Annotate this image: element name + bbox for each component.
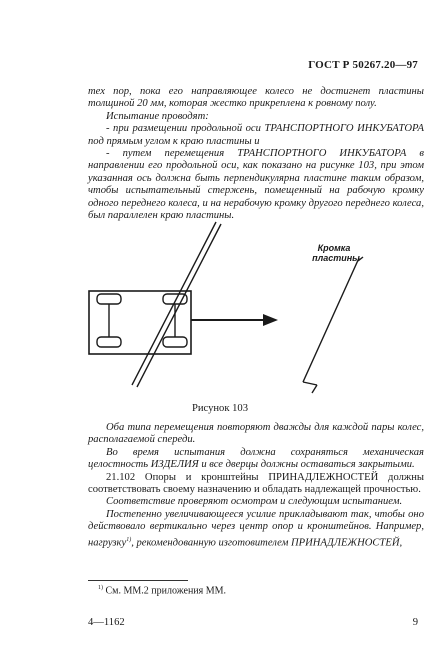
standard-header: ГОСТ Р 50267.20—97 xyxy=(308,59,418,71)
paragraph: тех пор, пока его направляющее колесо не достигнет пластины толщиной 20 мм, которая жестко прикреплена к ровному полу. xyxy=(88,86,424,110)
plate-edge-label: Кромка xyxy=(317,243,351,253)
plate-edge-label: пластины xyxy=(312,253,360,263)
clause-21-102: 21.102 Опоры и кронштейны ПРИНАДЛЕЖНОСТЕЙ должны соответствовать своему назначению и обладать надлежащей прочностью. xyxy=(88,471,424,496)
paragraph: - при размещении продольной оси ТРАНСПОРТНОГО ИНКУБАТОРА под прямым углом к краю пластины и xyxy=(88,123,424,147)
plate-edge xyxy=(303,258,359,382)
arrow-head-icon xyxy=(263,314,278,326)
print-code: 4—1162 xyxy=(88,617,125,628)
paragraph: Соответствие проверяют осмотром и следующим испытанием. xyxy=(106,496,403,508)
wheel-icon xyxy=(97,294,121,304)
page-number: 9 xyxy=(412,617,418,628)
footnote-rule xyxy=(88,580,188,581)
paragraph: Испытание проводят: xyxy=(106,110,209,122)
wheel-icon xyxy=(97,337,121,347)
text-block-bottom xyxy=(88,422,424,550)
wheel-icon xyxy=(163,337,187,347)
plate-edge xyxy=(303,382,317,385)
test-rod xyxy=(132,222,216,385)
paragraph: - путем перемещения ТРАНСПОРТНОГО ИНКУБАТОРА в направлении его продольной оси, как показано на рисунке 103, при этом указанная ось должна быть перпендикулярна пластине таким образом, чтобы испытательный стержень, помещенный на рабочую кромку одного переднего колеса, и на нерабочую кромку другого переднего колеса, был параллелен краю пластины. xyxy=(88,148,424,222)
test-rod xyxy=(137,224,221,387)
paragraph: Во время испытания должна сохраняться механическая целостность ИЗДЕЛИЯ и все дверцы должны оставаться закрытыми. xyxy=(88,446,424,471)
paragraph: Постепенно увеличивающееся усилие прикладывают так, чтобы оно действовало вертикально через центр опор и кронштейнов. Например, нагрузку$^{1)}$, рекомендованную изготовителем ПРИНАДЛЕЖНОСТЕЙ, xyxy=(88,508,424,549)
plate-edge xyxy=(312,385,317,393)
paragraph: Оба типа перемещения повторяют дважды для каждой пары колес, располагаемой спереди. xyxy=(88,422,424,446)
figure-caption: Рисунок 103 xyxy=(191,403,249,414)
footnote: $^{1)}$ См. ММ.2 приложения ММ. xyxy=(98,585,227,597)
